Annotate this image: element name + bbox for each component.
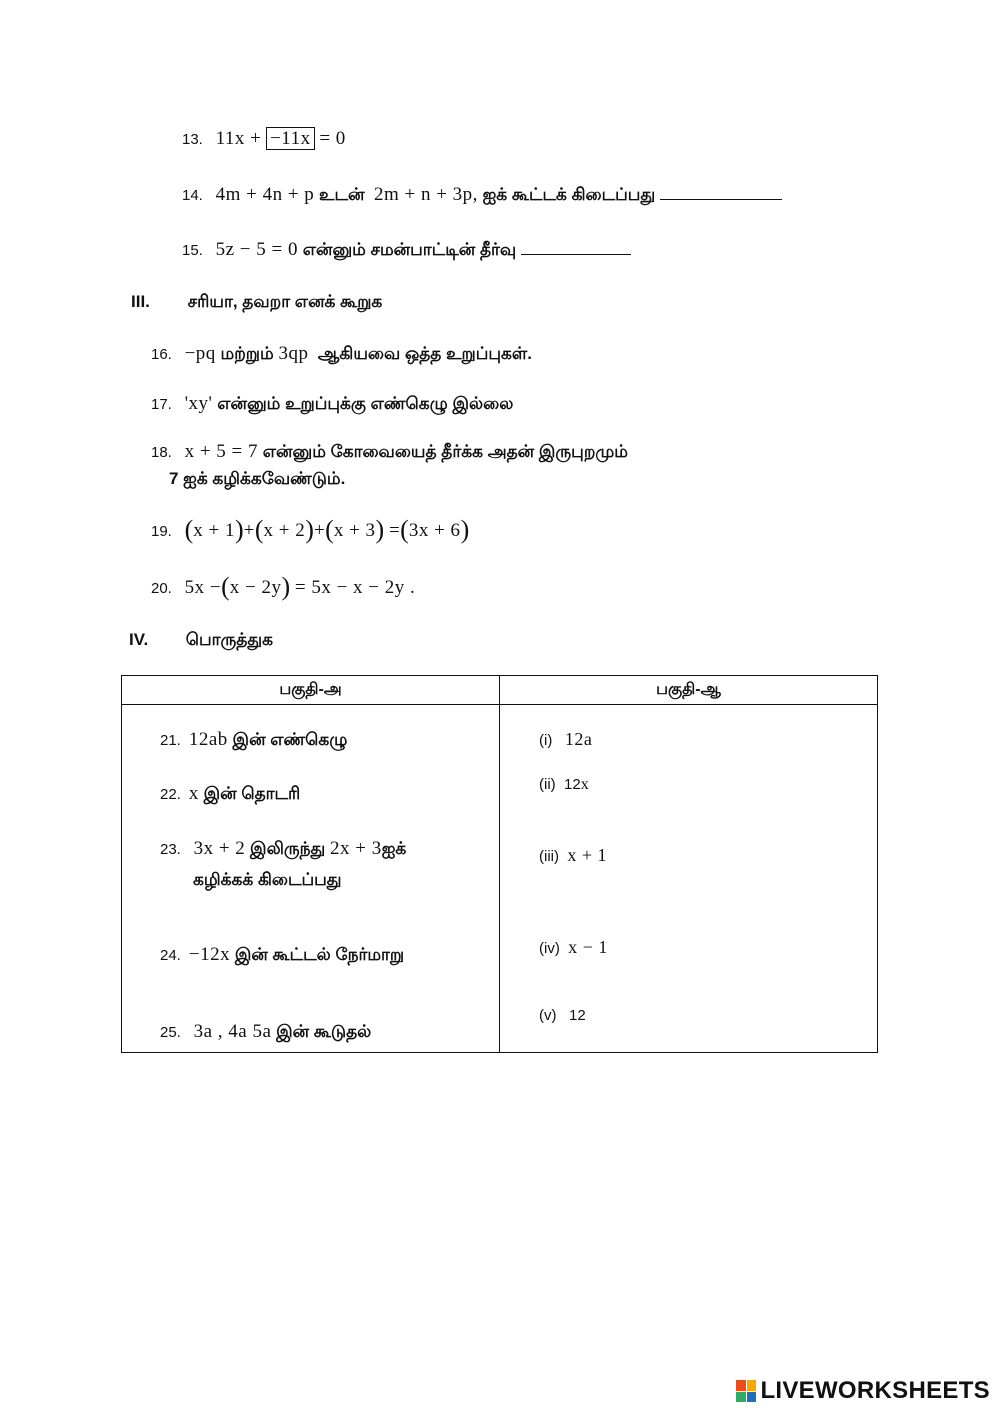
question-18-continued (169, 469, 345, 491)
question-number: 19. (151, 523, 172, 540)
answer-box[interactable]: −11x (266, 127, 315, 150)
option-value: 12 (569, 1007, 586, 1024)
question-text: ஆகியவை ஒத்த உறுப்புகள். (317, 344, 532, 363)
matching-table (121, 675, 878, 1053)
question-19 (151, 515, 469, 545)
left-paren: ( (254, 515, 264, 544)
question-20 (151, 572, 415, 602)
answer-blank[interactable] (660, 198, 782, 200)
left-paren: ( (400, 515, 409, 544)
match-option-v[interactable] (539, 1007, 586, 1024)
item-text: இன் தொடரி (203, 784, 301, 803)
option-value: x + 1 (567, 845, 607, 865)
section-4-heading (129, 630, 273, 652)
expression: 'xy' (184, 393, 213, 414)
expression: x (188, 783, 199, 804)
question-text: மற்றும் (220, 344, 274, 363)
right-paren: ) (234, 515, 244, 544)
logo-text: LIVEWORKSHEETS (760, 1377, 990, 1404)
right-paren: ) (305, 515, 314, 544)
section-number: IV. (129, 630, 149, 649)
match-option-iii[interactable] (539, 845, 607, 866)
expression: 11x + (215, 128, 262, 149)
option-label: (v) (539, 1007, 557, 1024)
expression: −pq (184, 343, 216, 364)
left-paren: ( (221, 572, 230, 601)
column-b (500, 705, 878, 1053)
option-label: (iv) (539, 940, 560, 957)
match-option-iv[interactable] (539, 937, 608, 958)
expression: −12x (188, 944, 231, 965)
expression: = 5x − x − 2y . (294, 577, 416, 598)
section-number: III. (131, 292, 150, 311)
equals: = (388, 520, 401, 541)
right-paren: ) (375, 515, 385, 544)
expression: 3x + 2 (193, 838, 246, 859)
column-header-b: பகுதி-ஆ (500, 676, 878, 705)
question-number: 14. (182, 187, 203, 204)
expression: 12ab (188, 729, 228, 750)
item-text: இன் கூடுதல் (276, 1022, 372, 1041)
question-text: ஐக் கூட்டக் கிடைப்பது (482, 185, 656, 204)
operator: + (313, 520, 326, 541)
item-text: கழிக்கக் கிடைப்பது (193, 870, 342, 889)
expression: 5x − (184, 577, 222, 598)
expression: 4m + 4n + p (215, 184, 315, 205)
expression: 2m + n + 3p, (373, 184, 478, 205)
expression: x + 2 (263, 520, 306, 541)
expression: 2x + 3 (330, 838, 382, 859)
logo-icon (736, 1380, 756, 1402)
left-paren: ( (325, 515, 334, 544)
question-14 (182, 184, 782, 207)
question-text: என்னும் உறுப்புக்கு எண்கெழு இல்லை (217, 394, 514, 413)
question-number: 17. (151, 396, 172, 413)
section-title: சரியா, தவறா எனக் கூறுக (187, 292, 383, 311)
right-paren: ) (460, 515, 470, 544)
logo-square (736, 1392, 746, 1403)
question-15 (182, 239, 631, 262)
match-item-23-continued (193, 870, 342, 892)
option-label: (i) (539, 732, 553, 749)
item-text: இலிருந்து (250, 839, 326, 858)
logo-square (747, 1380, 757, 1391)
expression: x + 3 (333, 520, 376, 541)
expression: 3qp (278, 343, 309, 364)
logo-square (747, 1392, 757, 1403)
question-16 (151, 343, 532, 366)
option-value: 12 (564, 776, 581, 793)
match-option-ii[interactable] (539, 776, 589, 794)
question-number: 20. (151, 580, 172, 597)
match-item-23[interactable] (160, 838, 406, 861)
question-18 (151, 441, 628, 464)
question-text: என்னும் கோவையைத் தீர்க்க அதன் இருபுறமும் (262, 442, 628, 461)
option-value: 12a (564, 729, 593, 749)
question-number: 16. (151, 346, 172, 363)
question-text: என்னும் சமன்பாட்டின் தீர்வு (302, 240, 517, 259)
item-number: 22. (160, 786, 181, 803)
question-number: 13. (182, 131, 203, 148)
match-item-22[interactable] (160, 783, 300, 806)
option-label: (ii) (539, 776, 556, 793)
question-number: 18. (151, 444, 172, 461)
logo-square (736, 1380, 746, 1391)
question-text: 7 ஐக் கழிக்கவேண்டும். (169, 469, 346, 488)
item-number: 24. (160, 947, 181, 964)
operator: + (243, 520, 255, 541)
option-value: x − 1 (568, 937, 608, 957)
question-number: 15. (182, 242, 203, 259)
right-paren: ) (281, 572, 291, 601)
option-label: (iii) (539, 848, 559, 865)
expression: 5z − 5 = 0 (215, 239, 298, 260)
expression: x + 1 (193, 520, 235, 541)
item-text: இன் கூட்டல் நேர்மாறு (234, 945, 405, 964)
section-title: பொருத்துக (185, 630, 273, 649)
answer-blank[interactable] (521, 253, 631, 255)
question-17 (151, 393, 513, 416)
section-3-heading (131, 292, 382, 314)
item-text: இன் எண்கெழு (232, 730, 348, 749)
expression: 3a , 4a 5a (193, 1021, 272, 1042)
expression: 3x + 6 (408, 520, 461, 541)
question-13 (182, 128, 346, 150)
left-paren: ( (184, 515, 194, 544)
expression: x − 2y (229, 577, 282, 598)
expression: = 0 (319, 128, 346, 149)
match-item-24[interactable] (160, 944, 404, 967)
liveworksheets-logo (736, 1377, 990, 1405)
match-item-21[interactable] (160, 729, 347, 752)
item-text: ஐக் (381, 839, 407, 858)
question-text: உடன் (319, 185, 365, 204)
expression: x + 5 = 7 (184, 441, 259, 462)
item-number: 23. (160, 841, 181, 858)
match-option-i[interactable] (539, 729, 592, 750)
match-item-25[interactable] (160, 1021, 371, 1044)
column-header-a: பகுதி-அ (122, 676, 500, 705)
item-number: 21. (160, 732, 181, 749)
option-value: x (580, 776, 590, 793)
item-number: 25. (160, 1024, 181, 1041)
column-a (122, 705, 500, 1053)
